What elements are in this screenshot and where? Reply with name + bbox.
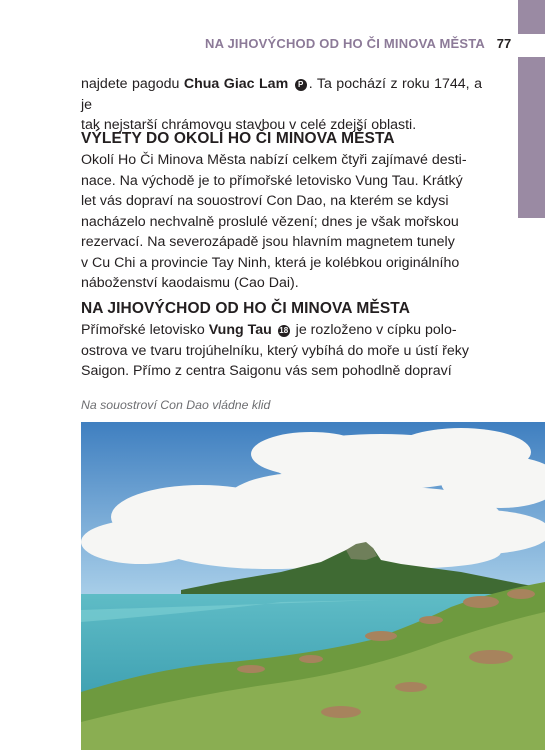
map-marker-icon: P [295,79,307,91]
chapter-tab [518,0,545,218]
chapter-tab-top [518,0,545,34]
paragraph-line: rezervací. Na severozápadě jsou hlavním magnetem tunely [81,234,455,250]
paragraph-line: náboženství kaodaismu (Cao Dai). [81,275,299,291]
section-heading-southeast: NA JIHOVÝCHOD OD HO ČI MINOVA MĚSTA [81,300,411,317]
place-name-chua-giac-lam: Chua Giac Lam [183,76,289,92]
paragraph-text-start: Přímořské letovisko [81,322,209,338]
paragraph-line: v Cu Chi a provincie Tay Ninh, která je kolébkou originálního [81,254,460,271]
paragraph-line: Okolí Ho Či Minova Města nabízí celkem čtyři zajímavé desti- [81,152,467,168]
chapter-tab-marker [518,57,545,218]
running-head: NA JIHOVÝCHOD OD HO ČI MINOVA MĚSTA [204,36,485,51]
paragraph-line: nace. Na východě je to přímořské letovisko Vung Tau. Krátký [81,172,463,189]
paragraph-line: let vás dopraví na souostroví Con Dao, na kterém se kdysi [81,193,449,209]
intro-line-2: tak nejstarší chrámovou stavbou v celé zdejší oblasti. [81,117,417,133]
paragraph-line: Saigon. Přímo z centra Saigonu vás sem pohodlně dopraví [81,363,452,379]
intro-paragraph [81,74,482,136]
photo-caption: Na souostroví Con Dao vládne klid [81,398,271,412]
intro-text-start: najdete pagodu [81,76,184,92]
paragraph-text-end: je rozloženo v cípku polo- [291,322,457,338]
paragraph-line: ostrova ve tvaru trojúhelníku, který vybíhá do moře u ústí řeky [81,342,469,359]
section1-paragraph [81,150,482,294]
photo-con-dao [81,422,545,750]
paragraph-line: nacházelo nechvalně proslulé vězení; dnes je však mořskou [81,213,459,230]
section-heading-trips: VÝLETY DO OKOLÍ HO ČI MINOVA MĚSTA [81,130,395,147]
section2-paragraph [81,320,482,382]
coastal-landscape-image [81,422,545,750]
page-number: 77 [496,36,512,51]
place-name-vung-tau: Vung Tau [208,322,272,338]
intro-text-end: . Ta pochází z roku 1744, a je [81,76,482,113]
map-marker-icon: 18 [279,326,289,335]
